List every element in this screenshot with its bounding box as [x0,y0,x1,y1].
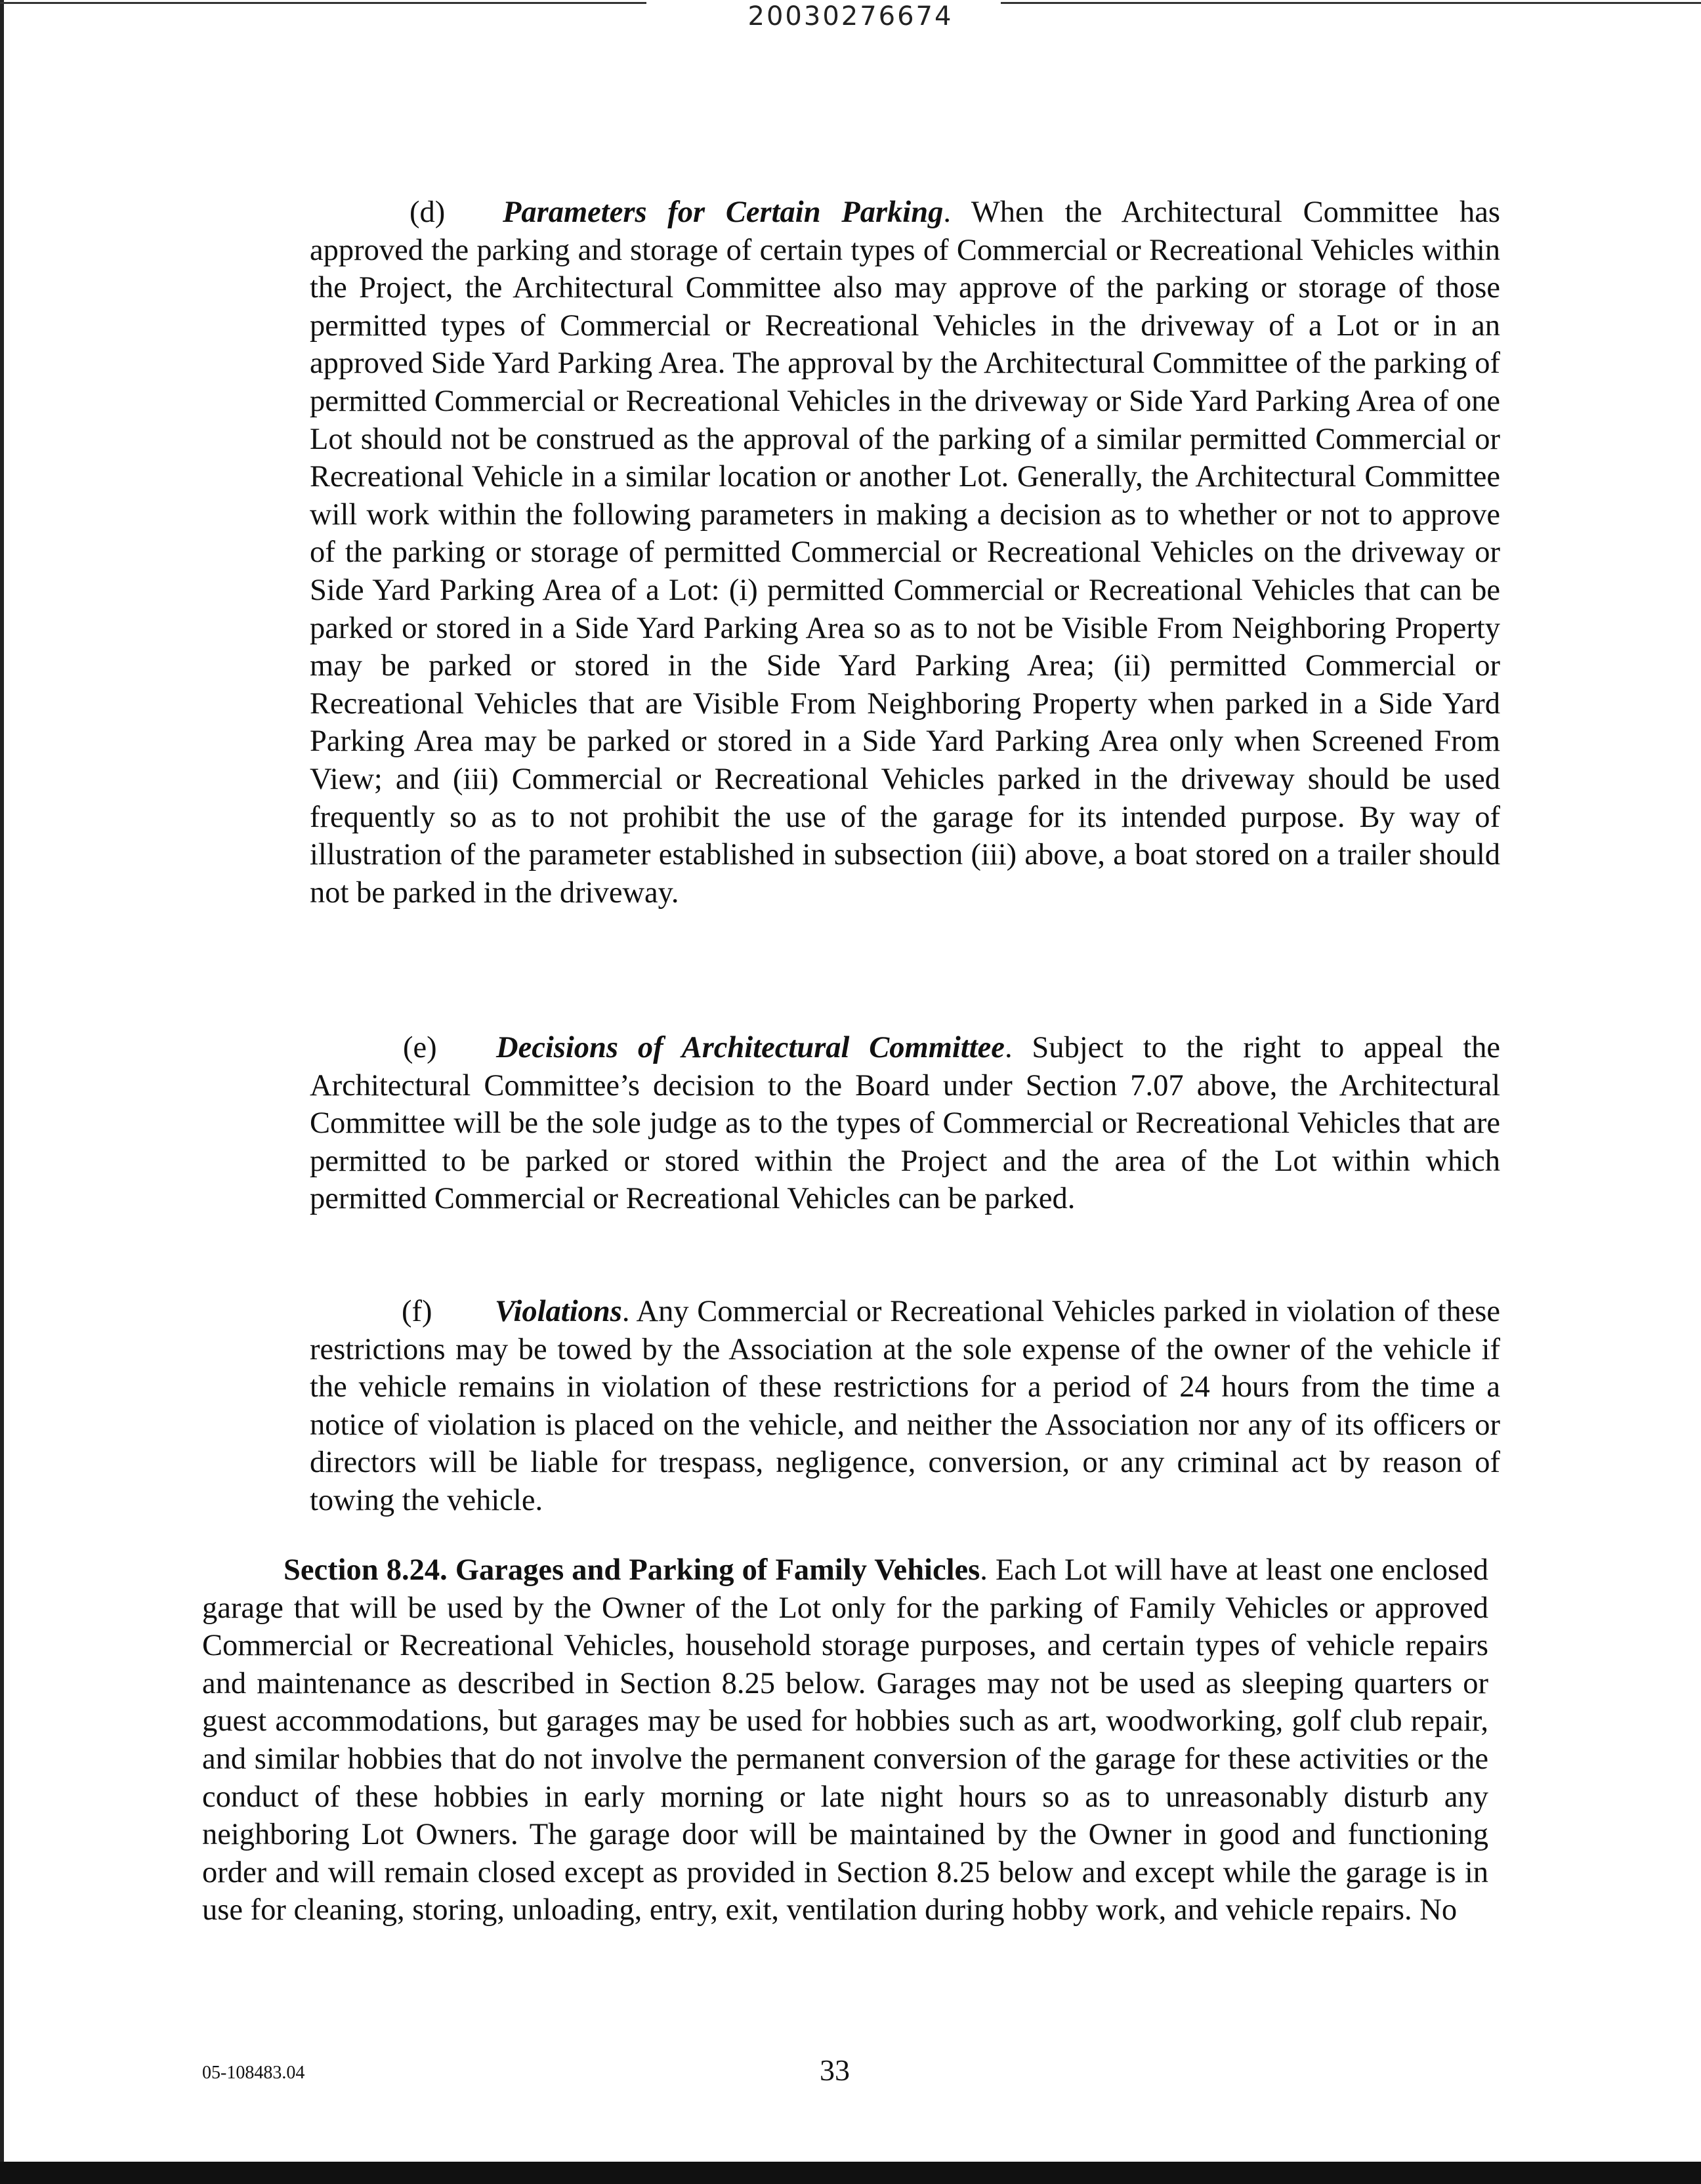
paragraph-f-marker: (f) [402,1295,432,1328]
scan-edge-bottom [0,2162,1701,2184]
section-8-24 [202,1551,1488,1929]
paragraph-f-heading: Violations [495,1295,622,1328]
paragraph-f-text: . Any Commercial or Recreational Vehicles parked in violation of these restrictions may be towed by the Association at the sole expense of the owner of the vehicle if the vehicle remains in violation of these restrictions for a period of 24 hours from the time a notice of violation is placed on the vehicle, and neither the Association nor any of its officers or directors will be liable for trespass, negligence, conversion, or any criminal act by reason of towing the vehicle. [310,1295,1500,1517]
document-number: 20030276674 [747,1,954,32]
page-number: 33 [820,2053,850,2087]
scan-edge-left [0,0,4,2184]
paragraph-e-text: . Subject to the right to appeal the Architectural Committee’s decision to the Board under Section 7.07 above, the Architectural Committee will be the sole judge as to the types of Commercial or Recreational Vehicles that are permitted to be parked or stored within the Project and the area of the Lot within which permitted Commercial or Recreational Vehicles can be parked. [310,1031,1501,1216]
paragraph-d-heading: Parameters for Certain Parking [503,196,944,229]
section-8-24-text: . Each Lot will have at least one enclosed garage that will be used by the Owner of the Lot only for the parking of Family Vehicles or approved Commercial or Recreational Vehicles, household storage purposes, and certain types of vehicle repairs and maintenance as described in Section 8.25 below. Garages may not be used as sleeping quarters or guest accommodations, but garages may be used for hobbies such as art, woodworking, golf club repair, and similar hobbies that do not involve the permanent conversion of the garage for these activities or the conduct of these hobbies in early morning or late night hours so as to unreasonably disturb any neighboring Lot Owners. The garage door will be maintained by the Owner in good and functioning order and will remain closed except as provided in Section 8.25 below and except while the garage is in use for cleaning, storing, unloading, entry, exit, ventilation during hobby work, and vehicle repairs. No [202,1553,1489,1927]
page-number-wrapper [0,2053,1701,2088]
paragraph-d-marker: (d) [410,196,446,229]
paragraph-d [310,194,1500,912]
paragraph-f [310,1293,1500,1520]
paragraph-d-text: . When the Architectural Committee has approved the parking and storage of certain types of Commercial or Recreational Vehicles within the Project, the Architectural Committee also may approve of the parking or storage of those permitted types of Commercial or Recreational Vehicles in the driveway of a Lot or in an approved Side Yard Parking Area. The approval by the Architectural Committee of the parking of permitted Commercial or Recreational Vehicles in the driveway or Side Yard Parking Area of one Lot should not be construed as the approval of the parking of a similar permitted Commercial or Recreational Vehicle in a similar location or another Lot. Generally, the Architectural Committee will work within the following parameters in making a decision as to whether or not to approve of the parking or storage of permitted Commercial or Recreational Vehicles on the driveway or Side Yard Parking Area of a Lot: (i) permitted Commercial or Recreational Vehicles that can be parked or stored in a Side Yard Parking Area so as to not be Visible From Neighboring Property may be parked or stored in the Side Yard Parking Area; (ii) permitted Commercial or Recreational Vehicles that are Visible From Neighboring Property when parked in a Side Yard Parking Area may be parked or stored in a Side Yard Parking Area only when Screened From View; and (iii) Commercial or Recreational Vehicles parked in the driveway should be used frequently so as to not prohibit the use of the garage for its intended purpose. By way of illustration of the parameter established in subsection (iii) above, a boat stored on a trailer should not be parked in the driveway. [310,196,1500,910]
paragraph-e [310,1029,1500,1218]
section-8-24-heading: Section 8.24. Garages and Parking of Family Vehicles [284,1553,980,1587]
footer-document-code: 05-108483.04 [202,2063,305,2083]
paragraph-e-marker: (e) [403,1031,437,1064]
paragraph-e-heading: Decisions of Architectural Committee [496,1031,1005,1064]
